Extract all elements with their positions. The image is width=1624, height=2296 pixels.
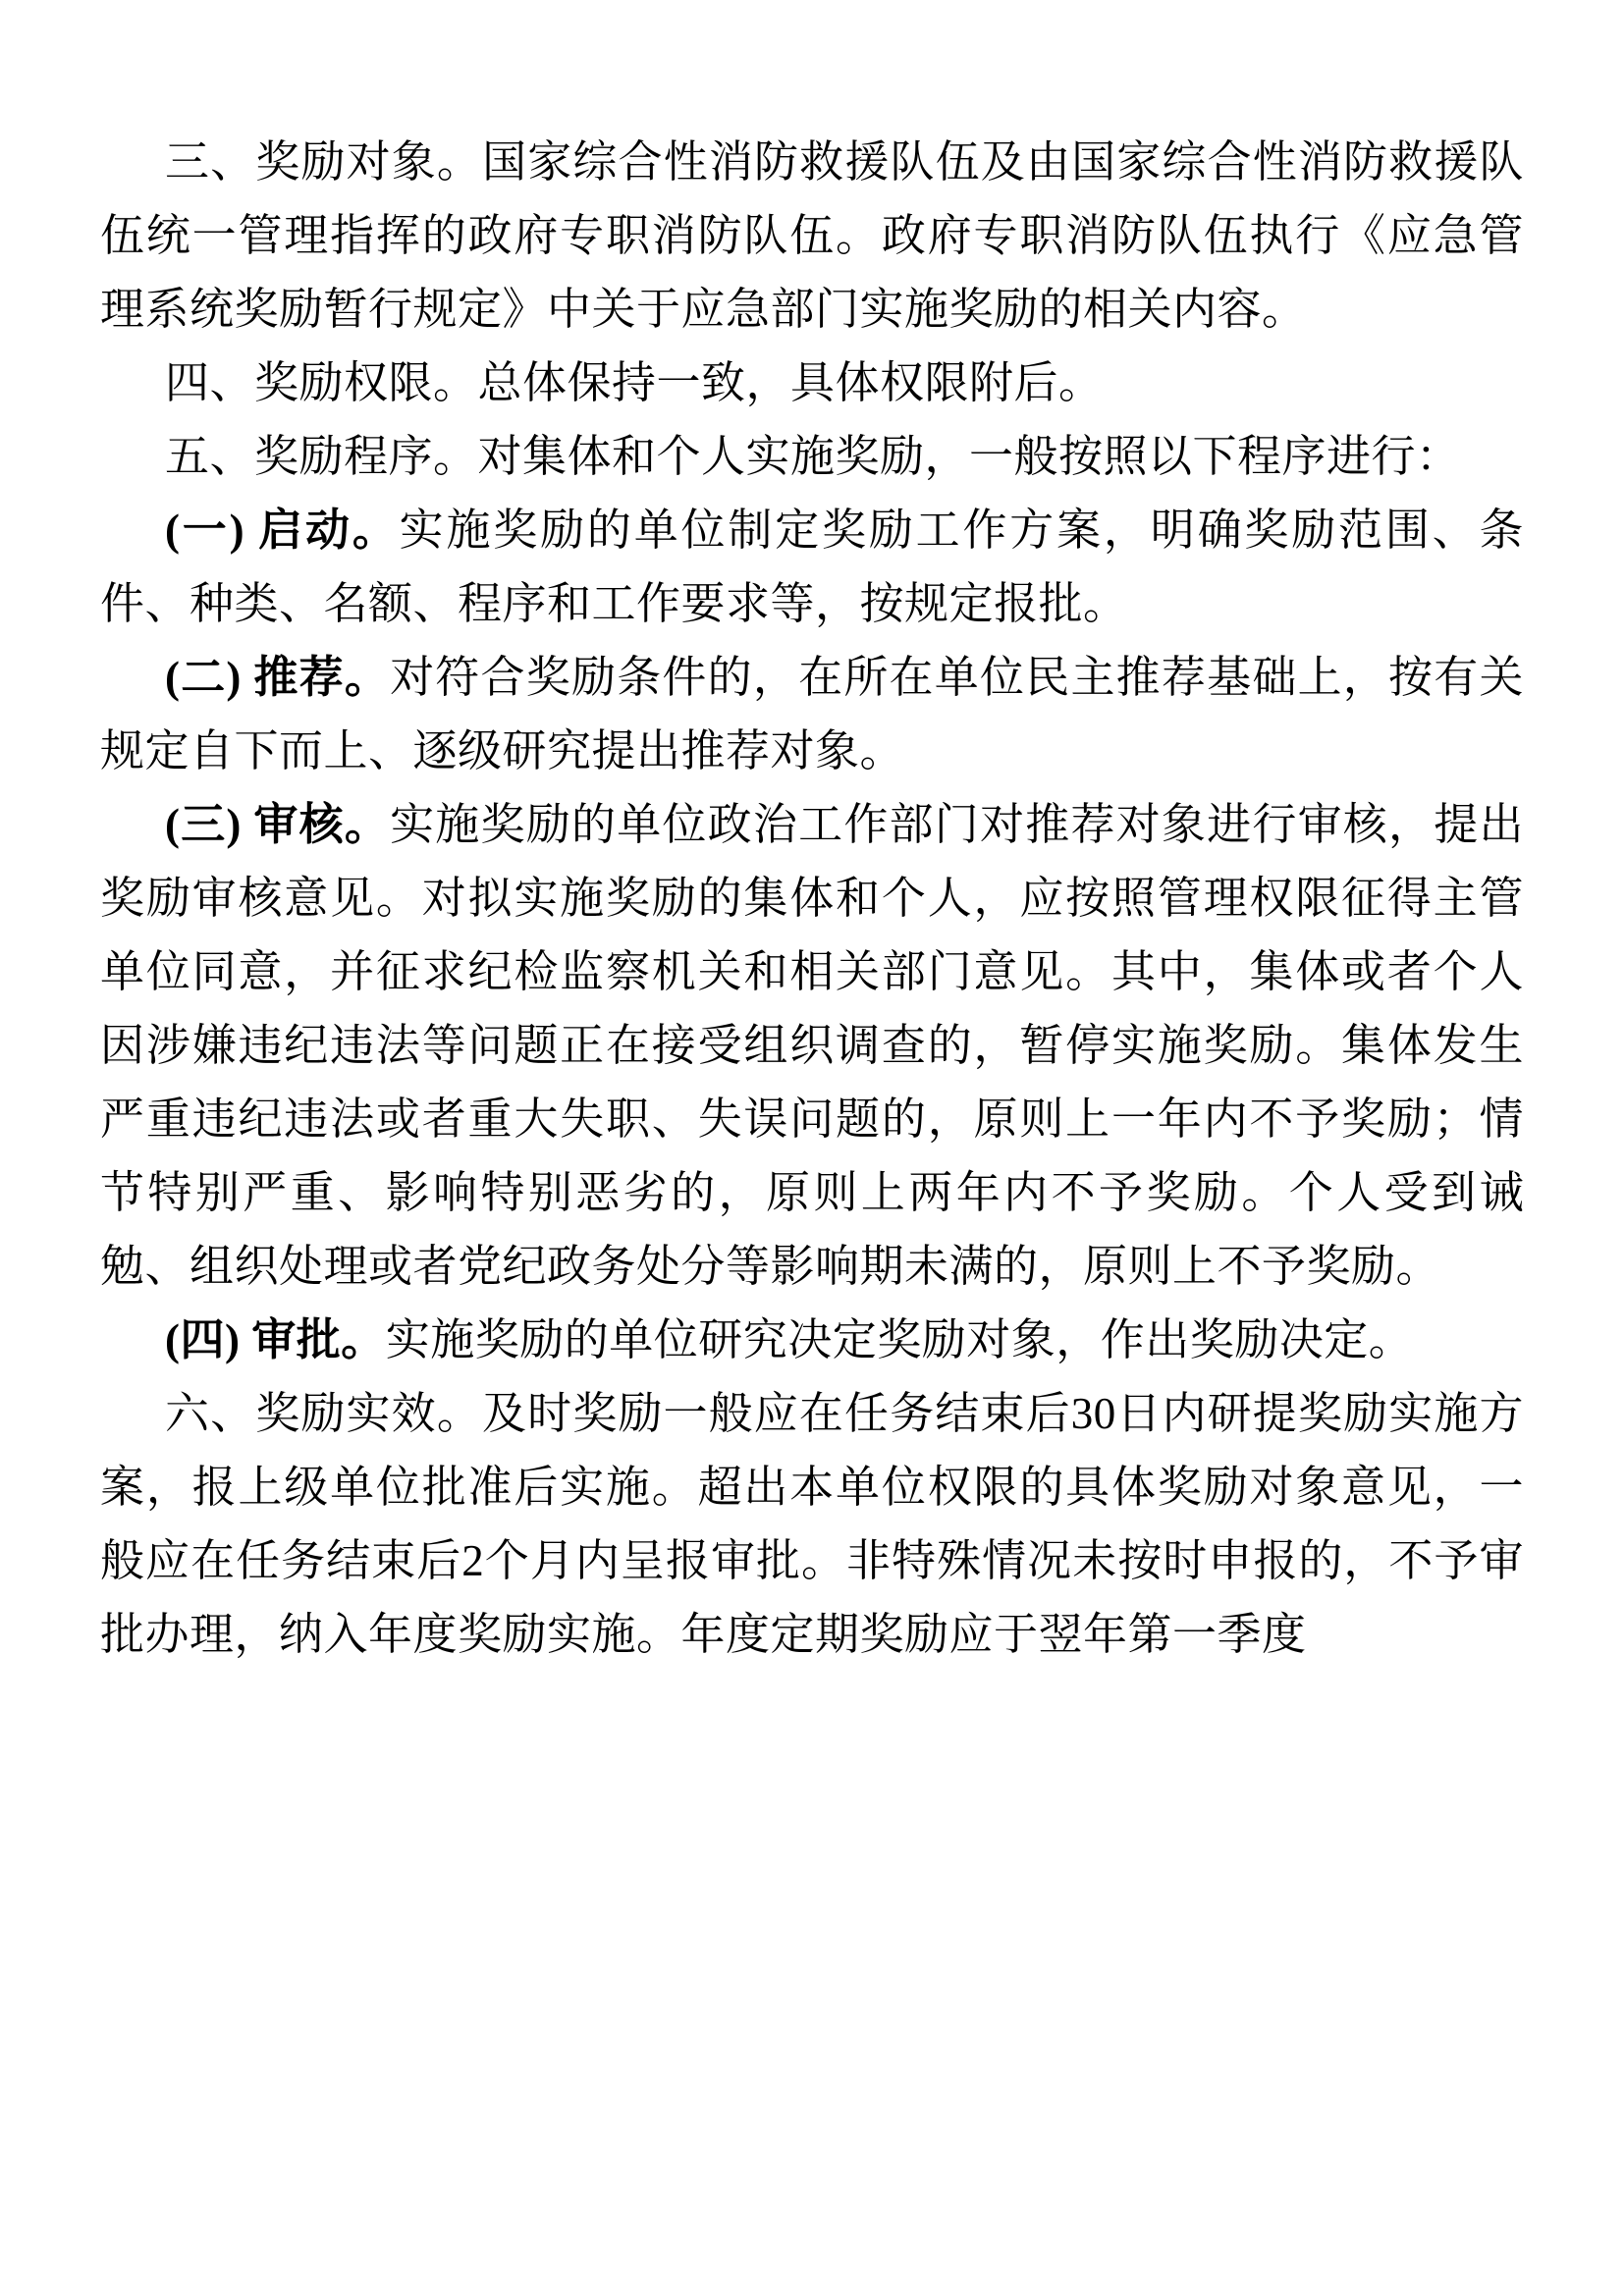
para-reward-authority-text: 四、奖励权限。总体保持一致，具体权限附后。 (165, 358, 1104, 407)
para-step-initiate-text: 实施奖励的单位制定奖励工作方案，明确奖励范围、条件、种类、名额、程序和工作要求等，按规定报批。 (100, 506, 1524, 628)
para-step-review (100, 788, 1524, 1304)
step-initiate-label: (一) 启动。 (165, 506, 400, 555)
para-step-recommend (100, 641, 1524, 788)
para-reward-procedure (100, 420, 1524, 494)
para-step-recommend-text: 对符合奖励条件的，在所在单位民主推荐基础上，按有关规定自下而上、逐级研究提出推荐对象。 (100, 653, 1524, 775)
para-reward-timeliness (100, 1377, 1524, 1672)
step-approve-label: (四) 审批。 (165, 1315, 386, 1364)
step-recommend-label: (二) 推荐。 (165, 653, 391, 702)
para-reward-targets-text: 三、奖励对象。国家综合性消防救援队伍及由国家综合性消防救援队伍统一管理指挥的政府专职消防队伍。政府专职消防队伍执行《应急管理系统奖励暂行规定》中关于应急部门实施奖励的相关内容。 (100, 137, 1524, 334)
para-reward-procedure-text: 五、奖励程序。对集体和个人实施奖励，一般按照以下程序进行： (165, 432, 1461, 481)
para-reward-authority (100, 347, 1524, 420)
para-step-approve (100, 1304, 1524, 1377)
para-reward-timeliness-text: 六、奖励实效。及时奖励一般应在任务结束后30日内研提奖励实施方案，报上级单位批准后实施。超出本单位权限的具体奖励对象意见，一般应在任务结束后2个月内呈报审批。非特殊情况未按时申报的，不予审批办理，纳入年度奖励实施。年度定期奖励应于翌年第一季度 (100, 1389, 1524, 1659)
para-step-initiate (100, 494, 1524, 641)
step-review-label: (三) 审核。 (165, 800, 391, 849)
para-step-approve-text: 实施奖励的单位研究决定奖励对象，作出奖励决定。 (385, 1315, 1414, 1364)
para-reward-targets (100, 126, 1524, 347)
para-step-review-text: 实施奖励的单位政治工作部门对推荐对象进行审核，提出奖励审核意见。对拟实施奖励的集体和个人，应按照管理权限征得主管单位同意，并征求纪检监察机关和相关部门意见。其中，集体或者个人因涉嫌违纪违法等问题正在接受组织调查的，暂停实施奖励。集体发生严重违纪违法或者重大失职、失误问题的，原则上一年内不予奖励；情节特别严重、影响特别恶劣的，原则上两年内不予奖励。个人受到诫勉、组织处理或者党纪政务处分等影响期未满的，原则上不予奖励。 (100, 800, 1524, 1291)
